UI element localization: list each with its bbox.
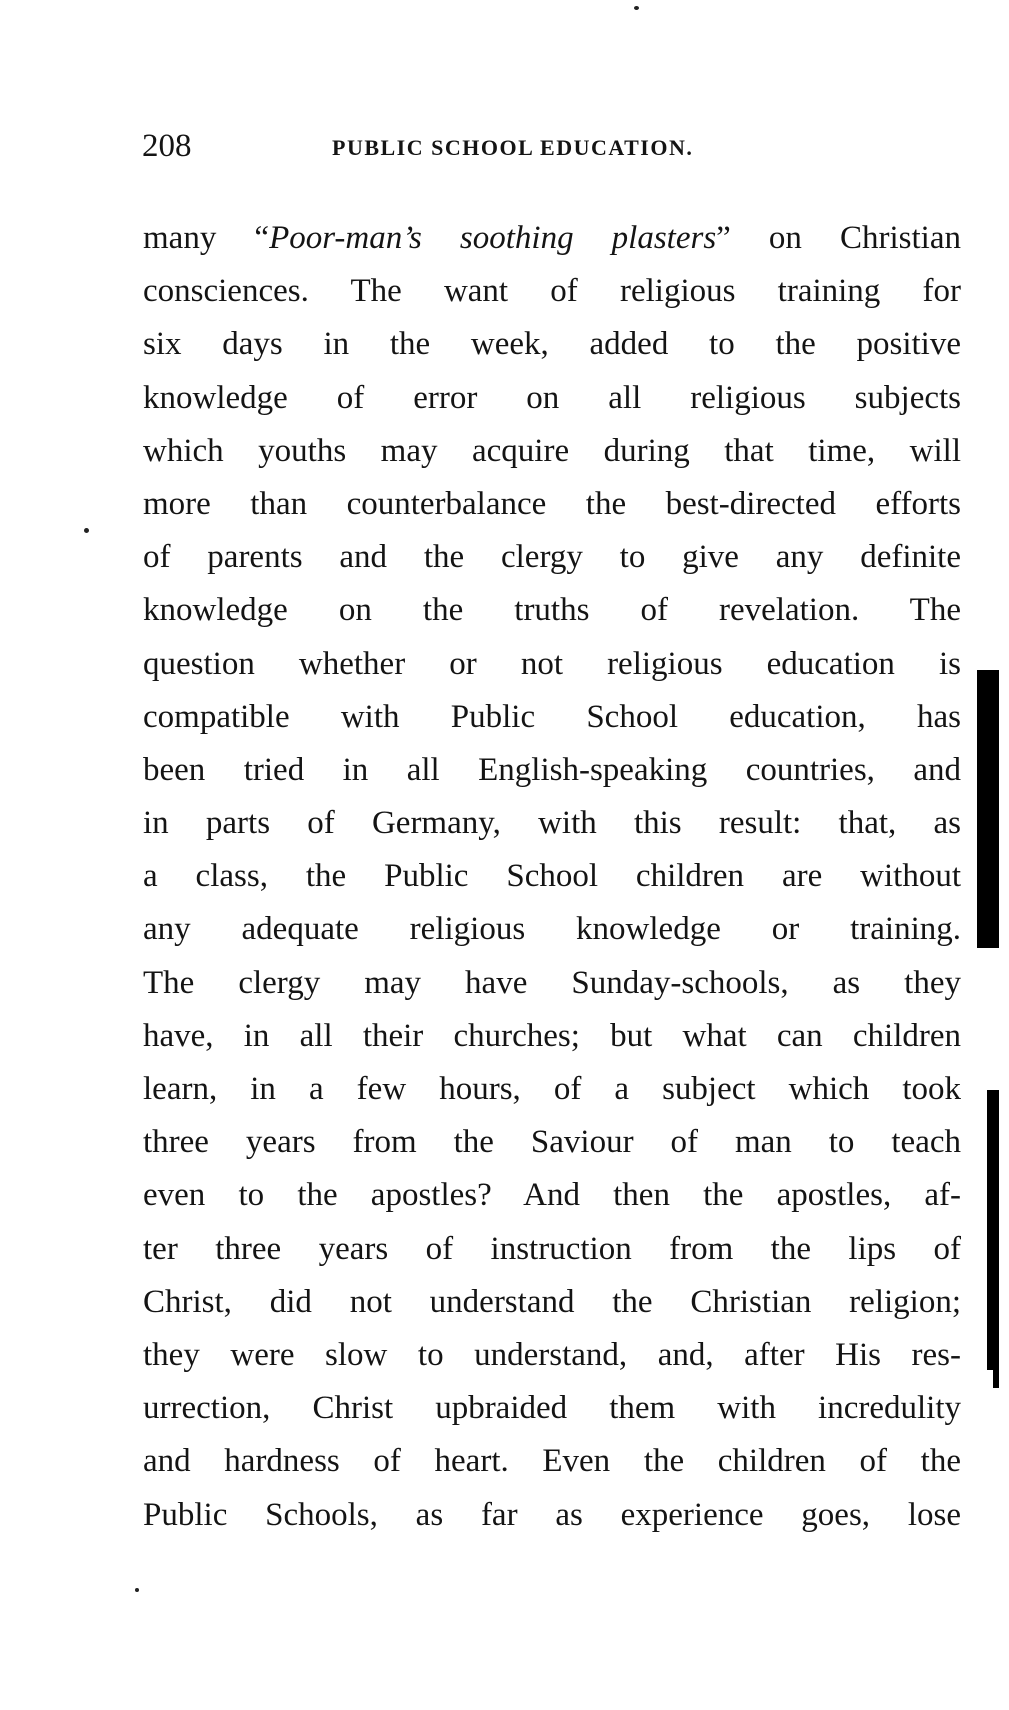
- text-line: knowledge of error on all religious subjects: [143, 379, 961, 416]
- open-quote: “: [254, 220, 270, 256]
- close-quote: ”: [716, 220, 731, 256]
- text-line: ter three years of instruction from the lips of: [143, 1230, 961, 1267]
- ink-speck: [84, 528, 89, 533]
- text-line: they were slow to understand, and, after His res-: [143, 1336, 961, 1373]
- text-line: even to the apostles? And then the apostles, af-: [143, 1177, 961, 1214]
- text-line: been tried in all English-speaking countries, and: [143, 751, 961, 788]
- text-line: which youths may acquire during that time, will: [143, 432, 961, 469]
- italic-phrase: Poor-man’s soothing plasters: [269, 220, 717, 256]
- text-line: and hardness of heart. Even the children of the: [143, 1443, 961, 1480]
- text-line: have, in all their churches; but what can children: [143, 1017, 961, 1054]
- text-line: Public Schools, as far as experience goes, lose: [143, 1496, 961, 1533]
- text-line: in parts of Germany, with this result: that, as: [143, 805, 961, 842]
- text-line: of parents and the clergy to give any definite: [143, 539, 961, 576]
- text-line: compatible with Public School education, has: [143, 698, 961, 735]
- body-text: [143, 212, 961, 1542]
- text-fragment: on Christian: [730, 220, 961, 256]
- text-line: consciences. The want of religious training for: [143, 273, 961, 310]
- page-number: 208: [142, 128, 192, 164]
- text-line: more than counterbalance the best-directed efforts: [143, 485, 961, 522]
- text-line: a class, the Public School children are without: [143, 858, 961, 895]
- text-line: urrection, Christ upbraided them with incredulity: [143, 1390, 961, 1427]
- ink-speck: [135, 1588, 139, 1592]
- text-line: Christ, did not understand the Christian religion;: [143, 1283, 961, 1320]
- text-line: six days in the week, added to the positive: [143, 326, 961, 363]
- text-line: learn, in a few hours, of a subject which took: [143, 1071, 961, 1107]
- page-header: [142, 122, 962, 170]
- scan-edge-mark: [993, 1370, 999, 1388]
- text-line: The clergy may have Sunday-schools, as they: [143, 964, 961, 1001]
- ink-speck: [634, 6, 639, 10]
- text-line: any adequate religious knowledge or training.: [143, 911, 961, 948]
- running-head: PUBLIC SCHOOL EDUCATION.: [332, 135, 694, 160]
- text-line: question whether or not religious education is: [143, 645, 961, 682]
- text-line: three years from the Saviour of man to teach: [143, 1124, 961, 1161]
- text-fragment: many: [143, 220, 255, 256]
- scan-edge-mark: [977, 670, 999, 948]
- scan-edge-mark: [987, 1090, 999, 1370]
- text-line: [143, 212, 961, 265]
- text-line: knowledge on the truths of revelation. The: [143, 592, 961, 629]
